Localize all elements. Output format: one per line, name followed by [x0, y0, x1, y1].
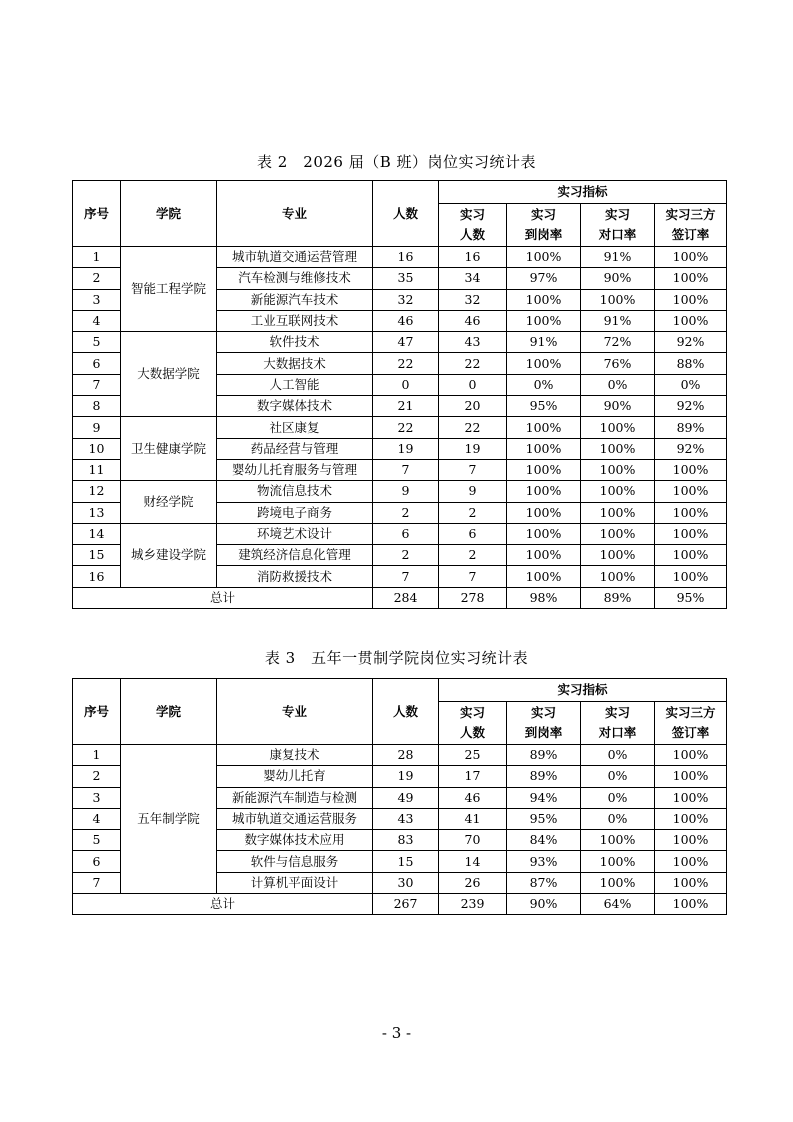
header-arrival-rate-line2: 到岗率 — [524, 725, 563, 740]
cell-count: 9 — [373, 481, 439, 502]
cell-count: 32 — [373, 289, 439, 310]
cell-intern: 70 — [439, 830, 507, 851]
header-seq: 序号 — [73, 181, 121, 247]
cell-match-rate: 100% — [581, 438, 655, 459]
cell-match-rate: 76% — [581, 353, 655, 374]
cell-arrival-rate: 100% — [507, 310, 581, 331]
cell-major: 工业互联网技术 — [217, 310, 373, 331]
cell-intern: 2 — [439, 545, 507, 566]
cell-intern: 20 — [439, 396, 507, 417]
cell-count: 6 — [373, 523, 439, 544]
cell-match-rate: 100% — [581, 545, 655, 566]
header-match-rate — [581, 204, 655, 247]
cell-arrival-rate: 87% — [507, 872, 581, 893]
cell-arrival-rate: 100% — [507, 353, 581, 374]
cell-major: 跨境电子商务 — [217, 502, 373, 523]
cell-agreement-rate: 100% — [655, 745, 727, 766]
header-agreement-rate-line1: 实习三方 — [665, 207, 716, 222]
cell-arrival-rate: 84% — [507, 830, 581, 851]
cell-agreement-rate: 100% — [655, 523, 727, 544]
cell-agreement-rate: 100% — [655, 830, 727, 851]
header-match-rate-line2: 对口率 — [598, 725, 637, 740]
cell-match-rate: 100% — [581, 417, 655, 438]
cell-major: 软件技术 — [217, 332, 373, 353]
cell-match-rate: 0% — [581, 374, 655, 395]
cell-seq: 7 — [73, 374, 121, 395]
header-intern-count — [439, 702, 507, 745]
header-indicator: 实习指标 — [439, 181, 727, 204]
cell-agreement-rate: 100% — [655, 766, 727, 787]
header-row — [73, 679, 727, 702]
cell-count: 83 — [373, 830, 439, 851]
header-major: 专业 — [217, 181, 373, 247]
cell-intern: 7 — [439, 459, 507, 480]
cell-count: 19 — [373, 438, 439, 459]
cell-arrival-rate: 100% — [507, 289, 581, 310]
cell-major: 消防救援技术 — [217, 566, 373, 587]
cell-match-rate: 100% — [581, 481, 655, 502]
cell-major: 药品经营与管理 — [217, 438, 373, 459]
cell-arrival-rate: 100% — [507, 438, 581, 459]
header-match-rate-line1: 实习 — [604, 207, 630, 222]
header-arrival-rate-line1: 实习 — [530, 705, 556, 720]
cell-arrival-rate: 97% — [507, 268, 581, 289]
header-agreement-rate — [655, 204, 727, 247]
table-row — [73, 247, 727, 268]
cell-major: 物流信息技术 — [217, 481, 373, 502]
cell-agreement-rate: 100% — [655, 481, 727, 502]
cell-count: 16 — [373, 247, 439, 268]
cell-major: 社区康复 — [217, 417, 373, 438]
cell-intern: 34 — [439, 268, 507, 289]
cell-count: 0 — [373, 374, 439, 395]
header-major: 专业 — [217, 679, 373, 745]
cell-seq: 2 — [73, 766, 121, 787]
cell-agreement-rate: 92% — [655, 438, 727, 459]
cell-major: 环境艺术设计 — [217, 523, 373, 544]
cell-intern: 32 — [439, 289, 507, 310]
cell-college: 卫生健康学院 — [121, 417, 217, 481]
cell-intern: 22 — [439, 417, 507, 438]
total-match-rate: 64% — [581, 894, 655, 915]
cell-seq: 7 — [73, 872, 121, 893]
cell-college: 智能工程学院 — [121, 247, 217, 332]
cell-agreement-rate: 0% — [655, 374, 727, 395]
header-indicator: 实习指标 — [439, 679, 727, 702]
cell-arrival-rate: 100% — [507, 523, 581, 544]
cell-match-rate: 100% — [581, 523, 655, 544]
total-match-rate: 89% — [581, 587, 655, 608]
total-arrival-rate: 98% — [507, 587, 581, 608]
cell-count: 15 — [373, 851, 439, 872]
total-intern: 278 — [439, 587, 507, 608]
header-intern-count — [439, 204, 507, 247]
cell-seq: 9 — [73, 417, 121, 438]
cell-intern: 43 — [439, 332, 507, 353]
header-college: 学院 — [121, 679, 217, 745]
cell-seq: 16 — [73, 566, 121, 587]
cell-seq: 12 — [73, 481, 121, 502]
cell-arrival-rate: 91% — [507, 332, 581, 353]
table-row — [73, 332, 727, 353]
cell-match-rate: 100% — [581, 289, 655, 310]
cell-count: 22 — [373, 417, 439, 438]
table-row — [73, 745, 727, 766]
header-row — [73, 181, 727, 204]
cell-match-rate: 100% — [581, 459, 655, 480]
cell-major: 新能源汽车技术 — [217, 289, 373, 310]
cell-intern: 22 — [439, 353, 507, 374]
total-arrival-rate: 90% — [507, 894, 581, 915]
cell-arrival-rate: 100% — [507, 566, 581, 587]
cell-match-rate: 72% — [581, 332, 655, 353]
header-intern-count-line2: 人数 — [459, 227, 485, 242]
cell-match-rate: 90% — [581, 268, 655, 289]
cell-agreement-rate: 100% — [655, 502, 727, 523]
cell-match-rate: 0% — [581, 808, 655, 829]
cell-intern: 25 — [439, 745, 507, 766]
cell-intern: 46 — [439, 310, 507, 331]
header-college: 学院 — [121, 181, 217, 247]
cell-count: 35 — [373, 268, 439, 289]
header-intern-count-line1: 实习 — [459, 207, 485, 222]
table-row — [73, 523, 727, 544]
header-match-rate-line1: 实习 — [604, 705, 630, 720]
cell-college: 城乡建设学院 — [121, 523, 217, 587]
cell-agreement-rate: 100% — [655, 808, 727, 829]
cell-agreement-rate: 89% — [655, 417, 727, 438]
cell-major: 新能源汽车制造与检测 — [217, 787, 373, 808]
cell-count: 22 — [373, 353, 439, 374]
cell-arrival-rate: 89% — [507, 766, 581, 787]
cell-seq: 6 — [73, 353, 121, 374]
cell-major: 人工智能 — [217, 374, 373, 395]
cell-arrival-rate: 95% — [507, 808, 581, 829]
cell-intern: 6 — [439, 523, 507, 544]
cell-agreement-rate: 100% — [655, 566, 727, 587]
cell-agreement-rate: 92% — [655, 332, 727, 353]
cell-arrival-rate: 94% — [507, 787, 581, 808]
cell-major: 数字媒体技术 — [217, 396, 373, 417]
header-match-rate-line2: 对口率 — [598, 227, 637, 242]
cell-count: 19 — [373, 766, 439, 787]
table-row — [73, 417, 727, 438]
cell-seq: 13 — [73, 502, 121, 523]
cell-seq: 1 — [73, 745, 121, 766]
header-arrival-rate-line2: 到岗率 — [524, 227, 563, 242]
cell-college: 财经学院 — [121, 481, 217, 524]
cell-agreement-rate: 88% — [655, 353, 727, 374]
cell-major: 建筑经济信息化管理 — [217, 545, 373, 566]
cell-intern: 0 — [439, 374, 507, 395]
cell-count: 46 — [373, 310, 439, 331]
cell-agreement-rate: 100% — [655, 872, 727, 893]
cell-major: 婴幼儿托育服务与管理 — [217, 459, 373, 480]
total-row — [73, 894, 727, 915]
cell-intern: 16 — [439, 247, 507, 268]
cell-count: 49 — [373, 787, 439, 808]
table-3 — [72, 678, 727, 915]
header-intern-count-line2: 人数 — [459, 725, 485, 740]
cell-arrival-rate: 100% — [507, 481, 581, 502]
cell-agreement-rate: 100% — [655, 545, 727, 566]
cell-intern: 46 — [439, 787, 507, 808]
cell-agreement-rate: 100% — [655, 851, 727, 872]
cell-intern: 26 — [439, 872, 507, 893]
cell-seq: 6 — [73, 851, 121, 872]
cell-arrival-rate: 89% — [507, 745, 581, 766]
cell-arrival-rate: 100% — [507, 459, 581, 480]
total-agreement-rate: 95% — [655, 587, 727, 608]
total-agreement-rate: 100% — [655, 894, 727, 915]
cell-intern: 14 — [439, 851, 507, 872]
cell-arrival-rate: 100% — [507, 502, 581, 523]
cell-major: 康复技术 — [217, 745, 373, 766]
cell-seq: 15 — [73, 545, 121, 566]
cell-intern: 7 — [439, 566, 507, 587]
cell-count: 7 — [373, 459, 439, 480]
cell-arrival-rate: 0% — [507, 374, 581, 395]
cell-seq: 10 — [73, 438, 121, 459]
header-agreement-rate-line2: 签订率 — [671, 227, 710, 242]
page-number: - 3 - — [381, 1024, 412, 1042]
cell-agreement-rate: 100% — [655, 787, 727, 808]
cell-seq: 2 — [73, 268, 121, 289]
cell-seq: 4 — [73, 808, 121, 829]
header-seq: 序号 — [73, 679, 121, 745]
cell-match-rate: 0% — [581, 745, 655, 766]
cell-seq: 3 — [73, 289, 121, 310]
header-count: 人数 — [373, 679, 439, 745]
total-row — [73, 587, 727, 608]
total-count: 267 — [373, 894, 439, 915]
cell-major: 汽车检测与维修技术 — [217, 268, 373, 289]
cell-match-rate: 100% — [581, 502, 655, 523]
cell-seq: 3 — [73, 787, 121, 808]
header-agreement-rate-line2: 签订率 — [671, 725, 710, 740]
cell-agreement-rate: 100% — [655, 289, 727, 310]
header-arrival-rate — [507, 204, 581, 247]
cell-count: 2 — [373, 545, 439, 566]
cell-agreement-rate: 100% — [655, 268, 727, 289]
total-label: 总计 — [73, 894, 373, 915]
cell-count: 30 — [373, 872, 439, 893]
total-intern: 239 — [439, 894, 507, 915]
cell-major: 婴幼儿托育 — [217, 766, 373, 787]
header-intern-count-line1: 实习 — [459, 705, 485, 720]
cell-agreement-rate: 100% — [655, 310, 727, 331]
cell-arrival-rate: 95% — [507, 396, 581, 417]
cell-match-rate: 100% — [581, 872, 655, 893]
cell-match-rate: 100% — [581, 566, 655, 587]
header-arrival-rate — [507, 702, 581, 745]
cell-match-rate: 0% — [581, 766, 655, 787]
cell-major: 计算机平面设计 — [217, 872, 373, 893]
cell-intern: 2 — [439, 502, 507, 523]
cell-intern: 17 — [439, 766, 507, 787]
cell-count: 47 — [373, 332, 439, 353]
cell-match-rate: 100% — [581, 830, 655, 851]
cell-college: 大数据学院 — [121, 332, 217, 417]
header-agreement-rate — [655, 702, 727, 745]
cell-count: 2 — [373, 502, 439, 523]
cell-seq: 4 — [73, 310, 121, 331]
header-arrival-rate-line1: 实习 — [530, 207, 556, 222]
cell-major: 城市轨道交通运营管理 — [217, 247, 373, 268]
cell-major: 大数据技术 — [217, 353, 373, 374]
cell-intern: 9 — [439, 481, 507, 502]
cell-college: 五年制学院 — [121, 745, 217, 894]
header-match-rate — [581, 702, 655, 745]
cell-agreement-rate: 92% — [655, 396, 727, 417]
cell-seq: 14 — [73, 523, 121, 544]
cell-major: 软件与信息服务 — [217, 851, 373, 872]
cell-seq: 1 — [73, 247, 121, 268]
cell-count: 28 — [373, 745, 439, 766]
cell-match-rate: 91% — [581, 247, 655, 268]
table-2-caption: 表 2 2026 届（B 班）岗位实习统计表 — [256, 153, 537, 171]
cell-match-rate: 100% — [581, 851, 655, 872]
table-2 — [72, 180, 727, 609]
cell-match-rate: 90% — [581, 396, 655, 417]
table-3-caption: 表 3 五年一贯制学院岗位实习统计表 — [264, 649, 529, 667]
cell-seq: 11 — [73, 459, 121, 480]
cell-count: 21 — [373, 396, 439, 417]
cell-arrival-rate: 93% — [507, 851, 581, 872]
cell-arrival-rate: 100% — [507, 417, 581, 438]
cell-agreement-rate: 100% — [655, 459, 727, 480]
cell-intern: 19 — [439, 438, 507, 459]
header-count: 人数 — [373, 181, 439, 247]
total-count: 284 — [373, 587, 439, 608]
cell-match-rate: 0% — [581, 787, 655, 808]
cell-count: 43 — [373, 808, 439, 829]
header-agreement-rate-line1: 实习三方 — [665, 705, 716, 720]
cell-major: 城市轨道交通运营服务 — [217, 808, 373, 829]
total-label: 总计 — [73, 587, 373, 608]
cell-arrival-rate: 100% — [507, 247, 581, 268]
cell-major: 数字媒体技术应用 — [217, 830, 373, 851]
cell-seq: 8 — [73, 396, 121, 417]
table-row — [73, 481, 727, 502]
cell-intern: 41 — [439, 808, 507, 829]
cell-seq: 5 — [73, 332, 121, 353]
cell-seq: 5 — [73, 830, 121, 851]
cell-count: 7 — [373, 566, 439, 587]
cell-agreement-rate: 100% — [655, 247, 727, 268]
cell-arrival-rate: 100% — [507, 545, 581, 566]
cell-match-rate: 91% — [581, 310, 655, 331]
